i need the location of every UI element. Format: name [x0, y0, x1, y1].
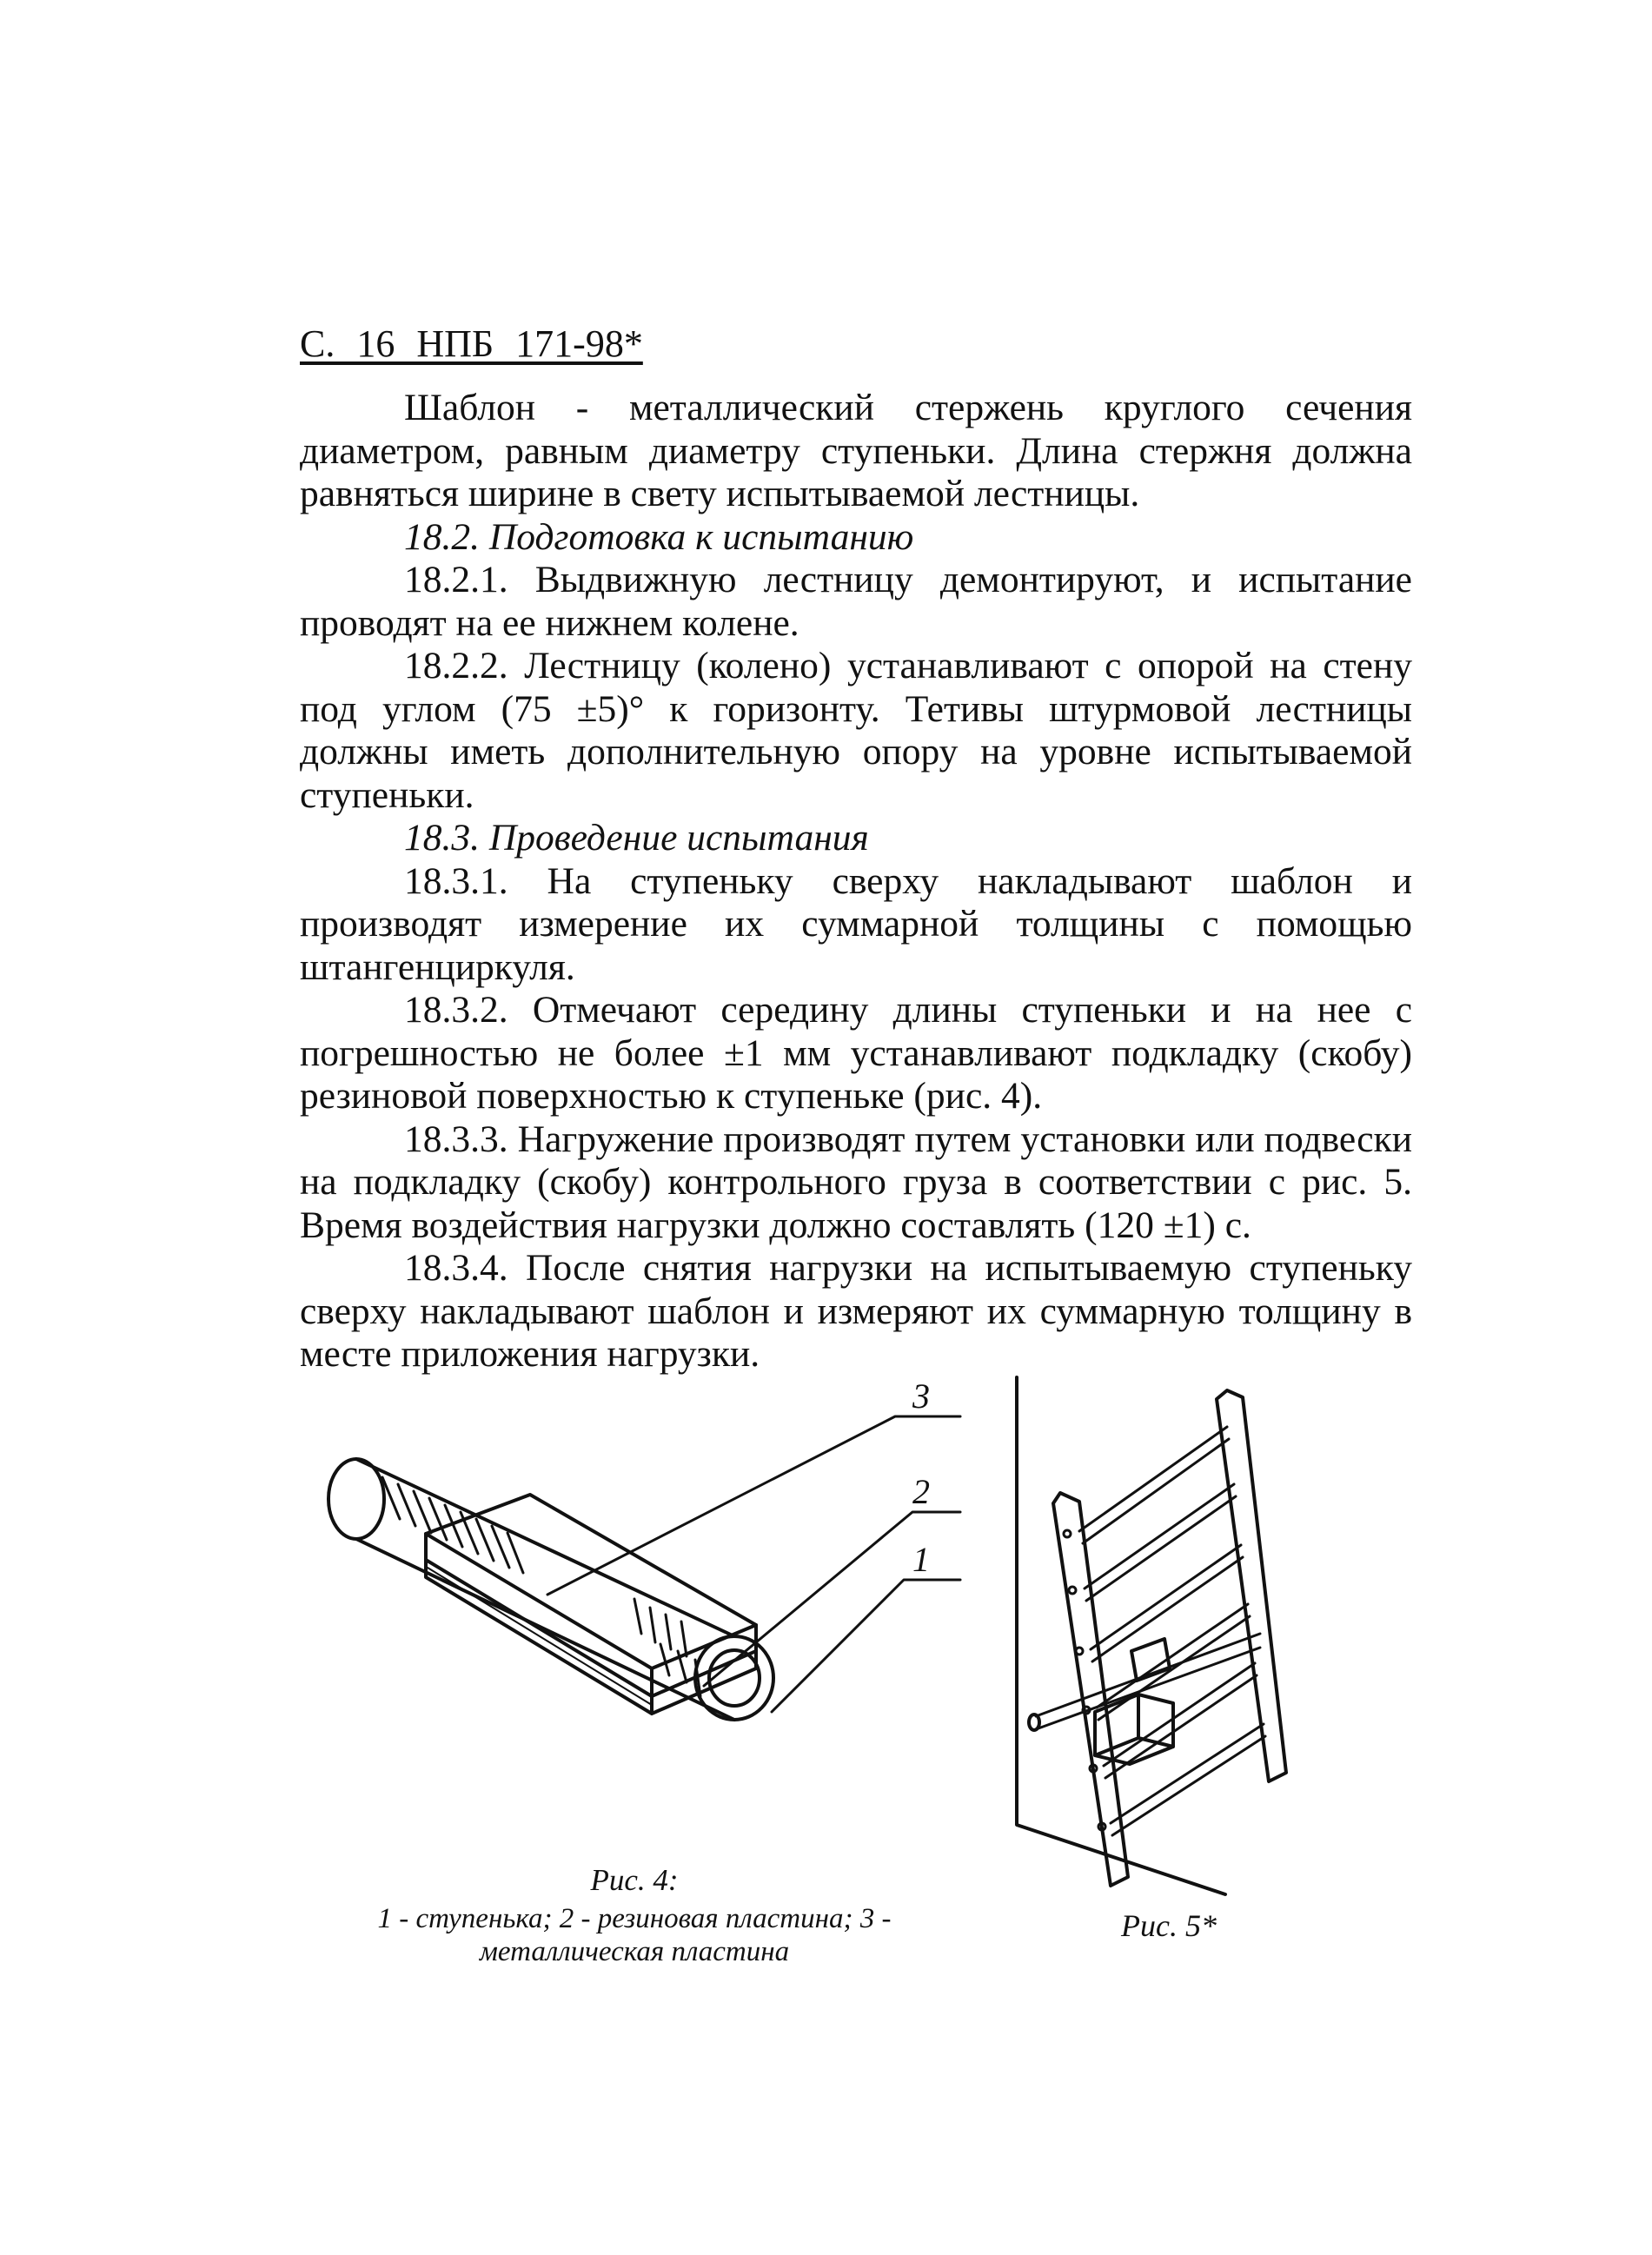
paragraph: 18.3.4. После снятия нагрузки на испытываемую ступеньку сверху накладывают шаблон и измеряют их суммарную толщину в месте приложения нагрузки.	[300, 1247, 1412, 1375]
right-stringer	[1217, 1390, 1286, 1781]
paragraph: Шаблон - металлический стержень круглого сечения диаметром, равным диаметру ступеньки. Длина стержня должна равняться ширине в свету испытываемой лестницы.	[300, 387, 1412, 514]
left-stringer	[1053, 1493, 1128, 1886]
document-body	[300, 387, 1412, 1376]
figure-4-caption	[322, 1864, 947, 1968]
ladder-rungs	[1079, 1427, 1265, 1835]
figure-4-label-2: 2	[912, 1472, 930, 1511]
section-heading: 18.3. Проведение испытания	[404, 817, 869, 859]
figure-4-caption-title: Рис. 4:	[590, 1863, 679, 1897]
paragraph: 18.3.1. На ступеньку сверху накладывают шаблон и производят измерение их суммарной толщины с помощью штангенциркуля.	[300, 859, 1412, 988]
paragraph: 18.2.2. Лестницу (колено) устанавливают с опорой на стену под углом (75 ±5)° к горизонту. Тетивы штурмовой лестницы должны иметь дополнительную опору на уровне испытываемой ступеньки.	[300, 645, 1412, 816]
page-header: С. 16 НПБ 171-98*	[300, 322, 643, 365]
section-heading: 18.2. Подготовка к испытанию	[404, 515, 914, 558]
figure-5-caption: Рис. 5*	[1121, 1908, 1217, 1943]
figure-5-drawing	[999, 1373, 1399, 1912]
figure-4-label-3: 3	[912, 1376, 930, 1416]
support-rod-end	[1029, 1714, 1039, 1730]
tube-hatching-right	[634, 1599, 700, 1696]
leader-line-2	[704, 1512, 960, 1686]
paragraph: 18.2.1. Выдвижную лестницу демонтируют, и испытание проводят на ее нижнем колене.	[300, 559, 1412, 644]
leader-line-3	[547, 1416, 960, 1595]
metal-plate	[426, 1495, 756, 1668]
leader-line-1	[772, 1580, 960, 1712]
rubber-plate	[426, 1560, 756, 1714]
paragraph: 18.3.3. Нагружение производят путем установки или подвески на подкладку (скобу) контрольного груза в соответствии с рис. 5. Время воздействия нагрузки должно составлять (120 ±1) с.	[300, 1118, 1412, 1246]
tube-back-end	[328, 1459, 384, 1539]
figure-4-caption-text: 1 - ступенька; 2 - резиновая пластина; 3 - металлическая пластина	[377, 1903, 892, 1967]
paragraph: 18.3.2. Отмечают середину длины ступеньки и на нее с погрешностью не более ±1 мм устанавливают подкладку (скобу) резиновой поверхностью к ступеньке (рис. 4).	[300, 989, 1412, 1117]
stringer-holes	[1064, 1530, 1105, 1830]
figure-4-drawing	[295, 1373, 991, 1860]
tube-outline	[356, 1459, 734, 1720]
figure-4-label-1: 1	[912, 1540, 930, 1579]
rubber-plate-inner-line	[428, 1568, 652, 1705]
metal-plate-edge	[426, 1534, 756, 1696]
